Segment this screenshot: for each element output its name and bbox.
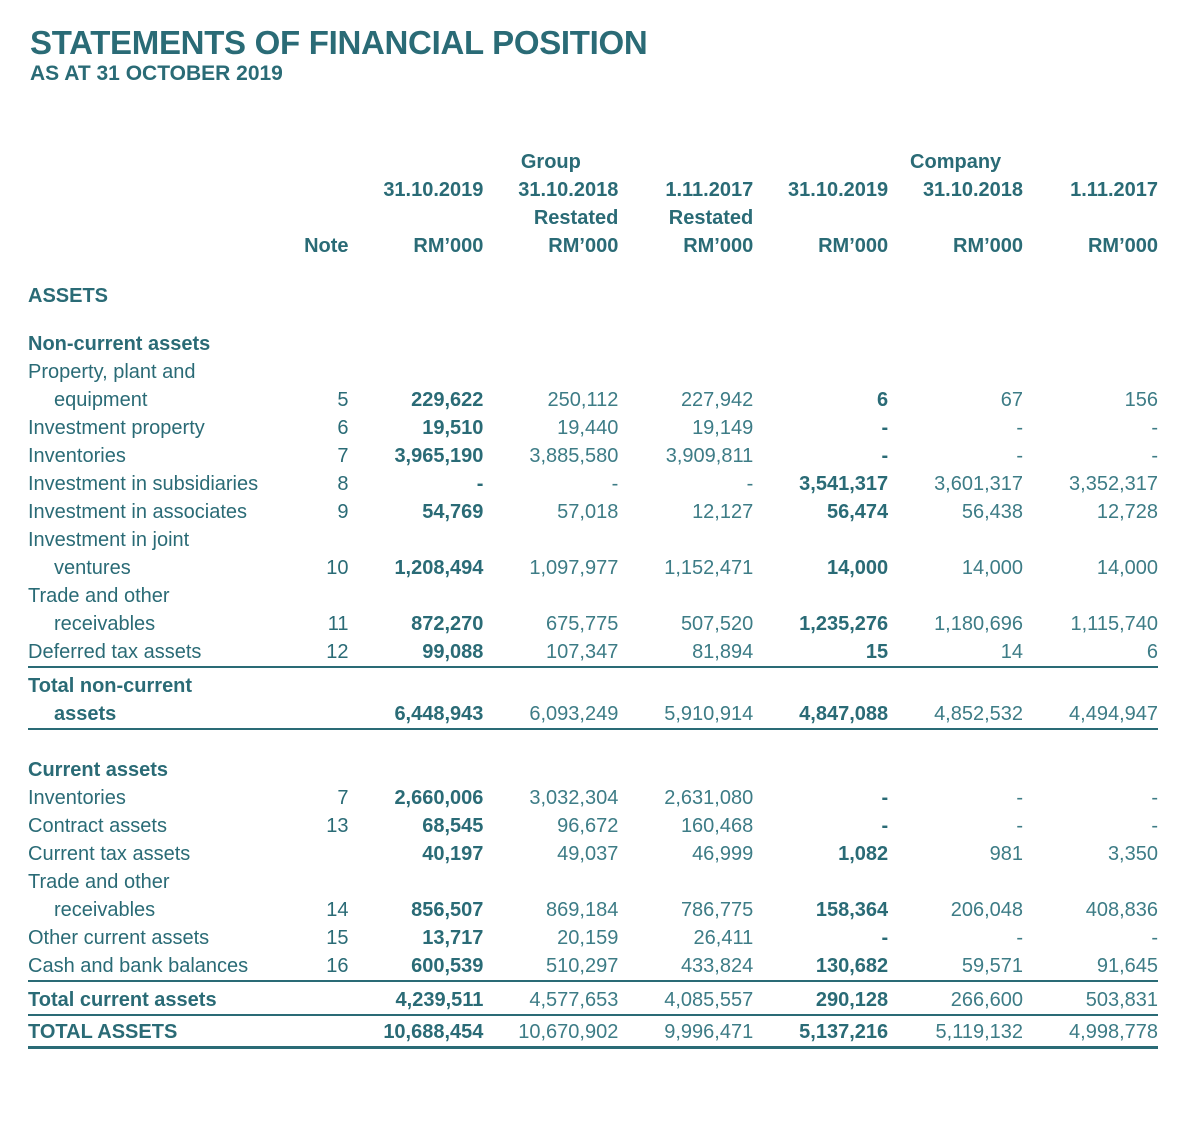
row-note: 14 [326, 899, 349, 921]
row-label: Contract assets [28, 815, 167, 837]
row-value: - [1151, 445, 1158, 467]
row-value: 981 [989, 843, 1024, 865]
table-row [28, 554, 1158, 582]
row-value: 5,910,914 [618, 700, 753, 729]
row-value: 91,645 [1023, 952, 1158, 981]
row-value: 10,688,454 [349, 1018, 484, 1048]
row-note: 13 [326, 815, 349, 837]
page-title: STATEMENTS OF FINANCIAL POSITION [30, 24, 648, 61]
row-value: 872,270 [411, 613, 484, 635]
row-value: 3,965,190 [394, 445, 484, 467]
row-value: 1,082 [838, 843, 889, 865]
table-row [28, 812, 1158, 840]
row-value: 20,159 [557, 927, 619, 949]
row-value: 786,775 [680, 899, 754, 921]
unit-header: RM’000 [413, 235, 484, 257]
row-value: - [611, 473, 619, 495]
table-row [28, 442, 1158, 470]
row-note: 16 [282, 952, 349, 981]
col-date-header: 1.11.2017 [665, 179, 754, 201]
unit-header: RM’000 [818, 235, 889, 257]
row-label: TOTAL ASSETS [28, 1018, 282, 1048]
table-row-label-line [28, 358, 1158, 386]
row-note: 11 [327, 613, 349, 635]
row-value: 1,152,471 [664, 557, 754, 579]
row-label: Total current assets [28, 986, 282, 1015]
row-value: 3,885,580 [529, 445, 619, 467]
row-value: 14,000 [961, 557, 1024, 579]
row-value: 2,660,006 [394, 787, 484, 809]
row-label: Inventories [28, 787, 126, 809]
row-value: 2,631,080 [664, 787, 754, 809]
section-current-label: Current assets [28, 759, 169, 781]
section-non-current-label: Non-current assets [28, 333, 211, 355]
row-label: Property, plant and [28, 361, 196, 383]
col-date-header: 31.10.2018 [922, 179, 1024, 201]
unit-header: RM’000 [548, 235, 619, 257]
row-value: 56,438 [961, 501, 1024, 523]
section-assets [28, 282, 1158, 310]
row-value: 856,507 [411, 899, 484, 921]
row-note: 10 [326, 557, 349, 579]
row-note [282, 840, 349, 868]
table-row [28, 386, 1158, 414]
row-value: 130,682 [753, 952, 888, 981]
table-row [28, 784, 1158, 812]
row-value: 3,350 [1107, 843, 1158, 865]
row-value: 156 [1124, 389, 1158, 411]
group-header: Group [520, 151, 581, 173]
table-row-label-line [28, 582, 1158, 610]
spacer-row [28, 729, 1158, 756]
row-note: 6 [337, 417, 349, 439]
row-note: 5 [337, 389, 349, 411]
row-note [282, 1018, 349, 1048]
row-value: 99,088 [349, 638, 484, 667]
row-value: 14 [888, 638, 1023, 667]
row-value: 19,440 [557, 417, 619, 439]
row-value: - [1151, 927, 1158, 949]
row-value: 675,775 [546, 613, 619, 635]
row-value: 227,942 [680, 389, 754, 411]
row-value: 4,852,532 [888, 700, 1023, 729]
row-label: Trade and other [28, 871, 170, 893]
row-value: 19,149 [692, 417, 754, 439]
row-label: Other current assets [28, 927, 210, 949]
spacer-cell [28, 260, 1158, 282]
table-row-label-line [28, 672, 1158, 700]
row-value: 59,571 [888, 952, 1023, 981]
row-label: Investment in joint [28, 529, 190, 551]
row-value: 14,000 [826, 557, 889, 579]
row-value: 4,998,778 [1023, 1018, 1158, 1048]
row-value: 68,545 [422, 815, 484, 837]
row-value: 5,119,132 [888, 1018, 1023, 1048]
row-label: Total non-current [28, 675, 193, 697]
row-value: 229,622 [411, 389, 484, 411]
table-row [28, 700, 1158, 729]
row-value: 40,197 [422, 843, 484, 865]
row-label: Current tax assets [28, 843, 191, 865]
section-non-current [28, 330, 1158, 358]
spacer-cell [28, 310, 1158, 330]
row-value: 158,364 [815, 899, 889, 921]
table-row [28, 1018, 1158, 1048]
row-value: 433,824 [618, 952, 753, 981]
row-value: 54,769 [422, 501, 484, 523]
row-value: 1,235,276 [799, 613, 889, 635]
row-value: 1,208,494 [394, 557, 484, 579]
row-label: Cash and bank balances [28, 952, 282, 981]
financial-position-table [28, 148, 1158, 1049]
row-value: - [881, 445, 889, 467]
row-value: 81,894 [618, 638, 753, 667]
row-note: 12 [282, 638, 349, 667]
col-date-header: 31.10.2019 [788, 179, 889, 201]
row-note: 7 [337, 787, 349, 809]
row-value: 250,112 [547, 389, 619, 411]
row-value: - [1151, 417, 1158, 439]
row-value: 4,577,653 [483, 986, 618, 1015]
row-value: 57,018 [557, 501, 619, 523]
row-value: 5,137,216 [753, 1018, 888, 1048]
row-value: 26,411 [693, 927, 754, 949]
row-note: 9 [337, 501, 349, 523]
row-value: 3,601,317 [934, 473, 1024, 495]
spacer-row [28, 260, 1158, 282]
row-value: - [746, 473, 754, 495]
table-row [28, 498, 1158, 526]
row-value: 49,037 [557, 843, 619, 865]
row-note: 7 [337, 445, 349, 467]
row-value: 46,999 [692, 843, 754, 865]
table-row-label-line [28, 868, 1158, 896]
row-value: 4,239,511 [349, 986, 484, 1015]
row-label: receivables [54, 899, 156, 921]
row-value: 206,048 [950, 899, 1024, 921]
table-row [28, 896, 1158, 924]
row-label: assets [28, 700, 282, 729]
row-value: - [1016, 417, 1024, 439]
row-value: 507,520 [680, 613, 754, 635]
unit-header: RM’000 [683, 235, 754, 257]
row-value: 6,448,943 [349, 700, 484, 729]
row-value: 6 [877, 389, 889, 411]
row-value: 56,474 [826, 501, 889, 523]
row-value: 19,510 [422, 417, 484, 439]
table-row [28, 952, 1158, 981]
row-label: Trade and other [28, 585, 170, 607]
row-value: 67 [1000, 389, 1024, 411]
row-value: 510,297 [483, 952, 618, 981]
restated-label: Restated [668, 207, 754, 229]
unit-header: RM’000 [953, 235, 1024, 257]
row-value: - [1016, 445, 1024, 467]
row-value: 15 [753, 638, 888, 667]
col-date-header: 31.10.2019 [383, 179, 484, 201]
row-value: - [881, 815, 889, 837]
row-value: 14,000 [1096, 557, 1158, 579]
row-value: 3,909,811 [665, 445, 754, 467]
row-value: 12,127 [692, 501, 754, 523]
row-value: - [1016, 927, 1024, 949]
row-label: Inventories [28, 445, 126, 467]
row-value: 3,541,317 [799, 473, 889, 495]
row-value: 408,836 [1085, 899, 1158, 921]
row-value: - [1151, 815, 1158, 837]
row-note [282, 986, 349, 1015]
table-row [28, 470, 1158, 498]
row-value: 9,996,471 [618, 1018, 753, 1048]
row-label: Investment property [28, 417, 205, 439]
unit-header: RM’000 [1087, 235, 1158, 257]
row-value: 160,468 [680, 815, 754, 837]
row-label: Investment in associates [28, 501, 247, 523]
row-note [282, 700, 349, 729]
row-note: 15 [326, 927, 349, 949]
row-value: - [1016, 815, 1024, 837]
table-row [28, 414, 1158, 442]
row-value: 13,717 [422, 927, 484, 949]
col-date-header: 31.10.2018 [518, 179, 619, 201]
table-row-label-line [28, 526, 1158, 554]
row-value: 1,097,977 [529, 557, 619, 579]
row-value: 1,115,740 [1070, 613, 1158, 635]
row-value: - [1151, 787, 1158, 809]
row-value: - [881, 927, 889, 949]
row-value: 503,831 [1023, 986, 1158, 1015]
row-value: 6,093,249 [483, 700, 618, 729]
row-value: 3,032,304 [529, 787, 619, 809]
row-value: 6 [1023, 638, 1158, 667]
row-value: 4,494,947 [1023, 700, 1158, 729]
row-value: 1,180,696 [934, 613, 1024, 635]
company-header: Company [910, 151, 1002, 173]
row-value: - [881, 787, 889, 809]
row-value: 3,352,317 [1069, 473, 1158, 495]
row-value: - [881, 417, 889, 439]
row-label: Investment in subsidiaries [28, 473, 259, 495]
table-row [28, 638, 1158, 667]
row-value: 4,847,088 [753, 700, 888, 729]
row-label: receivables [54, 613, 156, 635]
page-subtitle: AS AT 31 OCTOBER 2019 [30, 62, 283, 85]
row-value: 107,347 [483, 638, 618, 667]
row-value: 10,670,902 [483, 1018, 618, 1048]
table-row [28, 924, 1158, 952]
row-value: 600,539 [349, 952, 484, 981]
row-value: 4,085,557 [618, 986, 753, 1015]
section-current [28, 756, 1158, 784]
table-row [28, 986, 1158, 1015]
row-value: 12,728 [1096, 501, 1158, 523]
row-label: ventures [54, 557, 131, 579]
table-row [28, 840, 1158, 868]
row-label: Deferred tax assets [28, 638, 282, 667]
note-header: Note [304, 235, 349, 257]
row-value: - [476, 473, 484, 495]
section-assets-label: ASSETS [28, 285, 109, 307]
spacer-cell [28, 729, 1158, 756]
row-note: 8 [337, 473, 349, 495]
row-value: 290,128 [753, 986, 888, 1015]
table-row [28, 610, 1158, 638]
row-value: - [1016, 787, 1024, 809]
row-value: 96,672 [557, 815, 619, 837]
row-value: 266,600 [888, 986, 1023, 1015]
row-value: 869,184 [546, 899, 619, 921]
row-label: equipment [54, 389, 148, 411]
restated-label: Restated [533, 207, 619, 229]
spacer-row [28, 310, 1158, 330]
col-date-header: 1.11.2017 [1070, 179, 1158, 201]
